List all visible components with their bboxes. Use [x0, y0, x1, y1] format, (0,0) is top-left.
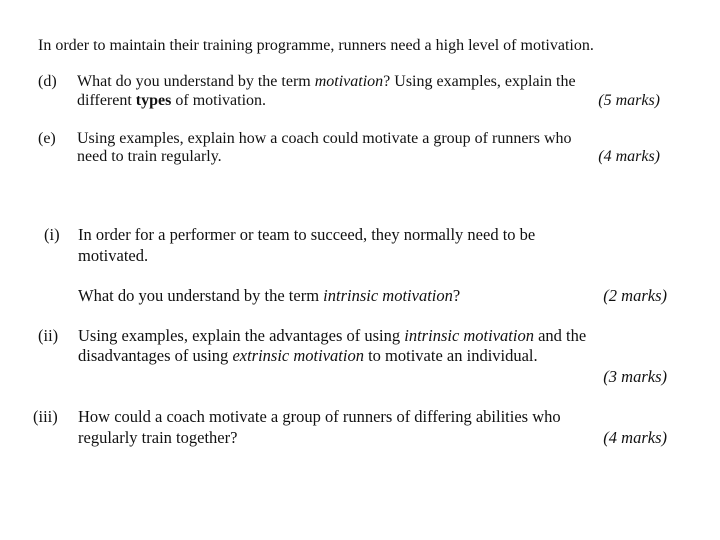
question-d-label: (d) — [38, 73, 57, 90]
question-e-label: (e) — [38, 130, 56, 147]
term-extrinsic-motivation: extrinsic motivation — [232, 346, 364, 365]
question-i-label: (i) — [44, 225, 60, 244]
question-i-line3: What do you understand by the term intrinsic motivation? — [78, 286, 461, 305]
term-intrinsic-motivation: intrinsic motivation — [323, 286, 453, 305]
question-ii-line2: disadvantages of using extrinsic motivation to motivate an individual. — [78, 346, 538, 365]
question-ii-marks: (3 marks) — [603, 367, 667, 386]
question-e-marks: (4 marks) — [598, 148, 660, 165]
question-i-line2: motivated. — [78, 246, 149, 265]
term-intrinsic-motivation: intrinsic motivation — [404, 326, 534, 345]
question-e-line2: need to train regularly. — [77, 148, 222, 165]
question-i-marks: (2 marks) — [603, 286, 667, 305]
question-iii-marks: (4 marks) — [603, 428, 667, 447]
intro-text: In order to maintain their training programme, runners need a high level of motivation. — [38, 37, 594, 54]
question-d-marks: (5 marks) — [598, 92, 660, 109]
question-iii-line2: regularly train together? — [78, 428, 238, 447]
question-ii-label: (ii) — [38, 326, 59, 345]
question-iii-line1: How could a coach motivate a group of runners of differing abilities who — [78, 407, 561, 426]
term-types: types — [135, 92, 172, 109]
question-i-line1: In order for a performer or team to succeed, they normally need to be — [78, 225, 536, 244]
question-d-line1: What do you understand by the term motivation? Using examples, explain the — [77, 73, 576, 90]
question-d-line2: different types of motivation. — [77, 92, 267, 109]
question-iii-label: (iii) — [33, 407, 58, 426]
question-e-line1: Using examples, explain how a coach could motivate a group of runners who — [77, 130, 572, 147]
question-ii-line1: Using examples, explain the advantages of using intrinsic motivation and the — [78, 326, 587, 345]
term-motivation: motivation — [314, 73, 384, 90]
